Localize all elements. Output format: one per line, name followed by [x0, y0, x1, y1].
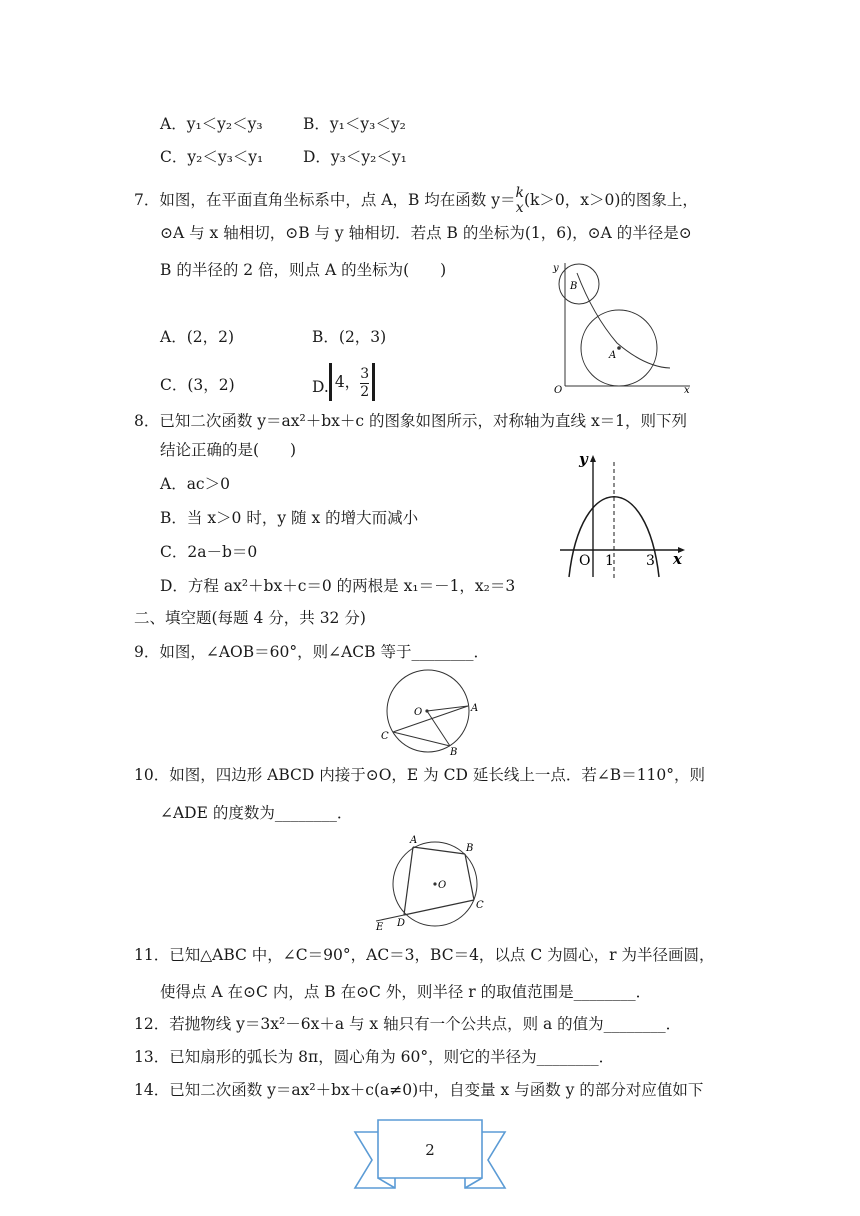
q8-label-y: y: [579, 450, 588, 468]
q8-stem-line2: 结论正确的是( ): [160, 441, 297, 459]
q8-label-3: 3: [646, 553, 655, 569]
q8-label-o: O: [579, 553, 591, 569]
q10-label-e: E: [376, 922, 384, 932]
q7-option-d-frac-num: 3: [360, 365, 370, 382]
q7-label-y: y: [553, 263, 559, 274]
q6-option-b: B．y₁＜y₃＜y₂: [303, 115, 406, 133]
q7-option-d-bracket: [329, 363, 375, 401]
q10-label-b: B: [466, 843, 474, 854]
q7-point-a: [617, 346, 621, 350]
q8-label-1: 1: [605, 553, 614, 569]
q7-option-a: A．(2，2): [160, 328, 235, 346]
q7-label-x: x: [684, 385, 690, 395]
q10-side-cd: [404, 900, 474, 915]
q7-stem-line1-b: (k＞0，x＞0)的图象上，: [523, 191, 698, 209]
q7-option-d-frac-den: 2: [360, 383, 370, 400]
q7-option-b: B．(2，3): [312, 328, 387, 346]
q10-figure: [372, 832, 492, 932]
q10-side-da: [404, 847, 413, 915]
q7-hyperbola: [577, 273, 670, 368]
q7-fraction: [516, 186, 524, 216]
q10-label-a: A: [410, 835, 418, 846]
q8-option-c: C．2a－b＝0: [160, 543, 258, 561]
q10-center-dot: [433, 882, 436, 885]
q8-y-arrow: [590, 455, 596, 462]
q12-stem: 12．若抛物线 y＝3x²－6x＋a 与 x 轴只有一个公共点，则 a 的值为________．: [134, 1015, 682, 1033]
q9-center-dot: [425, 709, 428, 712]
q7-option-c: C．(3，2): [160, 376, 235, 394]
q11-stem-line1: 11．已知△ABC 中，∠C＝90°，AC＝3，BC＝4，以点 C 为圆心，r 为半径画圆，: [134, 946, 715, 964]
q7-option-d-prefix: D.: [312, 378, 329, 396]
q7-label-b: B: [570, 281, 578, 292]
q9-line-cb: [393, 732, 450, 746]
q7-option-d-int: 4，: [334, 373, 361, 391]
q7-figure: [545, 255, 695, 395]
q7-fraction-numerator: k: [515, 185, 524, 201]
q6-option-d: D．y₃＜y₂＜y₁: [303, 148, 407, 166]
q7-label-o: O: [554, 385, 563, 395]
q8-label-x: x: [673, 550, 682, 568]
page-footer: [0, 1110, 860, 1216]
q10-stem-line2: ∠ADE 的度数为________．: [160, 804, 353, 822]
q10-label-d: D: [397, 918, 406, 929]
q7-stem-line1-a: 7．如图，在平面直角坐标系中，点 A，B 均在函数 y＝: [134, 191, 516, 209]
q6-option-c: C．y₂＜y₃＜y₁: [160, 148, 264, 166]
q8-option-b: B．当 x＞0 时，y 随 x 的增大而减小: [160, 509, 419, 527]
q7-label-a: A: [609, 350, 617, 361]
q11-stem-line2: 使得点 A 在⊙C 内，点 B 在⊙C 外，则半径 r 的取值范围是________．: [160, 983, 652, 1001]
q10-label-o: O: [438, 880, 447, 891]
page-number: 2: [425, 1141, 435, 1159]
q9-line-ca: [393, 706, 468, 732]
q9-stem: 9．如图，∠AOB＝60°，则∠ACB 等于________．: [134, 643, 489, 661]
q7-stem-line2: ⊙A 与 x 轴相切，⊙B 与 y 轴相切．若点 B 的坐标为(1，6)，⊙A 的半径是⊙: [160, 224, 692, 242]
q14-stem: 14．已知二次函数 y＝ax²＋bx＋c(a≠0)中，自变量 x 与函数 y 的部分对应值如下: [134, 1081, 704, 1099]
q8-option-a: A．ac＞0: [160, 475, 230, 493]
q10-label-c: C: [476, 900, 484, 911]
q9-label-o: O: [414, 707, 423, 718]
q7-option-d-frac: [360, 366, 369, 401]
q6-option-a: A．y₁＜y₂＜y₃: [160, 115, 263, 133]
q13-stem: 13．已知扇形的弧长为 8π，圆心角为 60°，则它的半径为________．: [134, 1048, 615, 1066]
q8-figure: [555, 450, 690, 580]
section-2-title: 二、填空题(每题 4 分，共 32 分): [134, 609, 366, 627]
q9-figure: [380, 668, 490, 758]
q9-label-c: C: [381, 731, 389, 742]
q7-stem-line3: B 的半径的 2 倍，则点 A 的坐标为( ): [160, 261, 447, 279]
q9-label-b: B: [450, 747, 458, 758]
q10-stem-line1: 10．如图，四边形 ABCD 内接于⊙O，E 为 CD 延长线上一点．若∠B＝110°，则: [134, 766, 706, 784]
q9-label-a: A: [471, 703, 479, 714]
q7-stem-line1: [134, 186, 698, 216]
q7-option-d: [312, 365, 375, 401]
q7-fraction-denominator: x: [515, 200, 524, 216]
q8-stem-line1: 8．已知二次函数 y＝ax²＋bx＋c 的图象如图所示，对称轴为直线 x＝1，则下列: [134, 412, 688, 430]
q8-option-d: D．方程 ax²＋bx＋c＝0 的两根是 x₁＝－1，x₂＝3: [160, 577, 516, 595]
